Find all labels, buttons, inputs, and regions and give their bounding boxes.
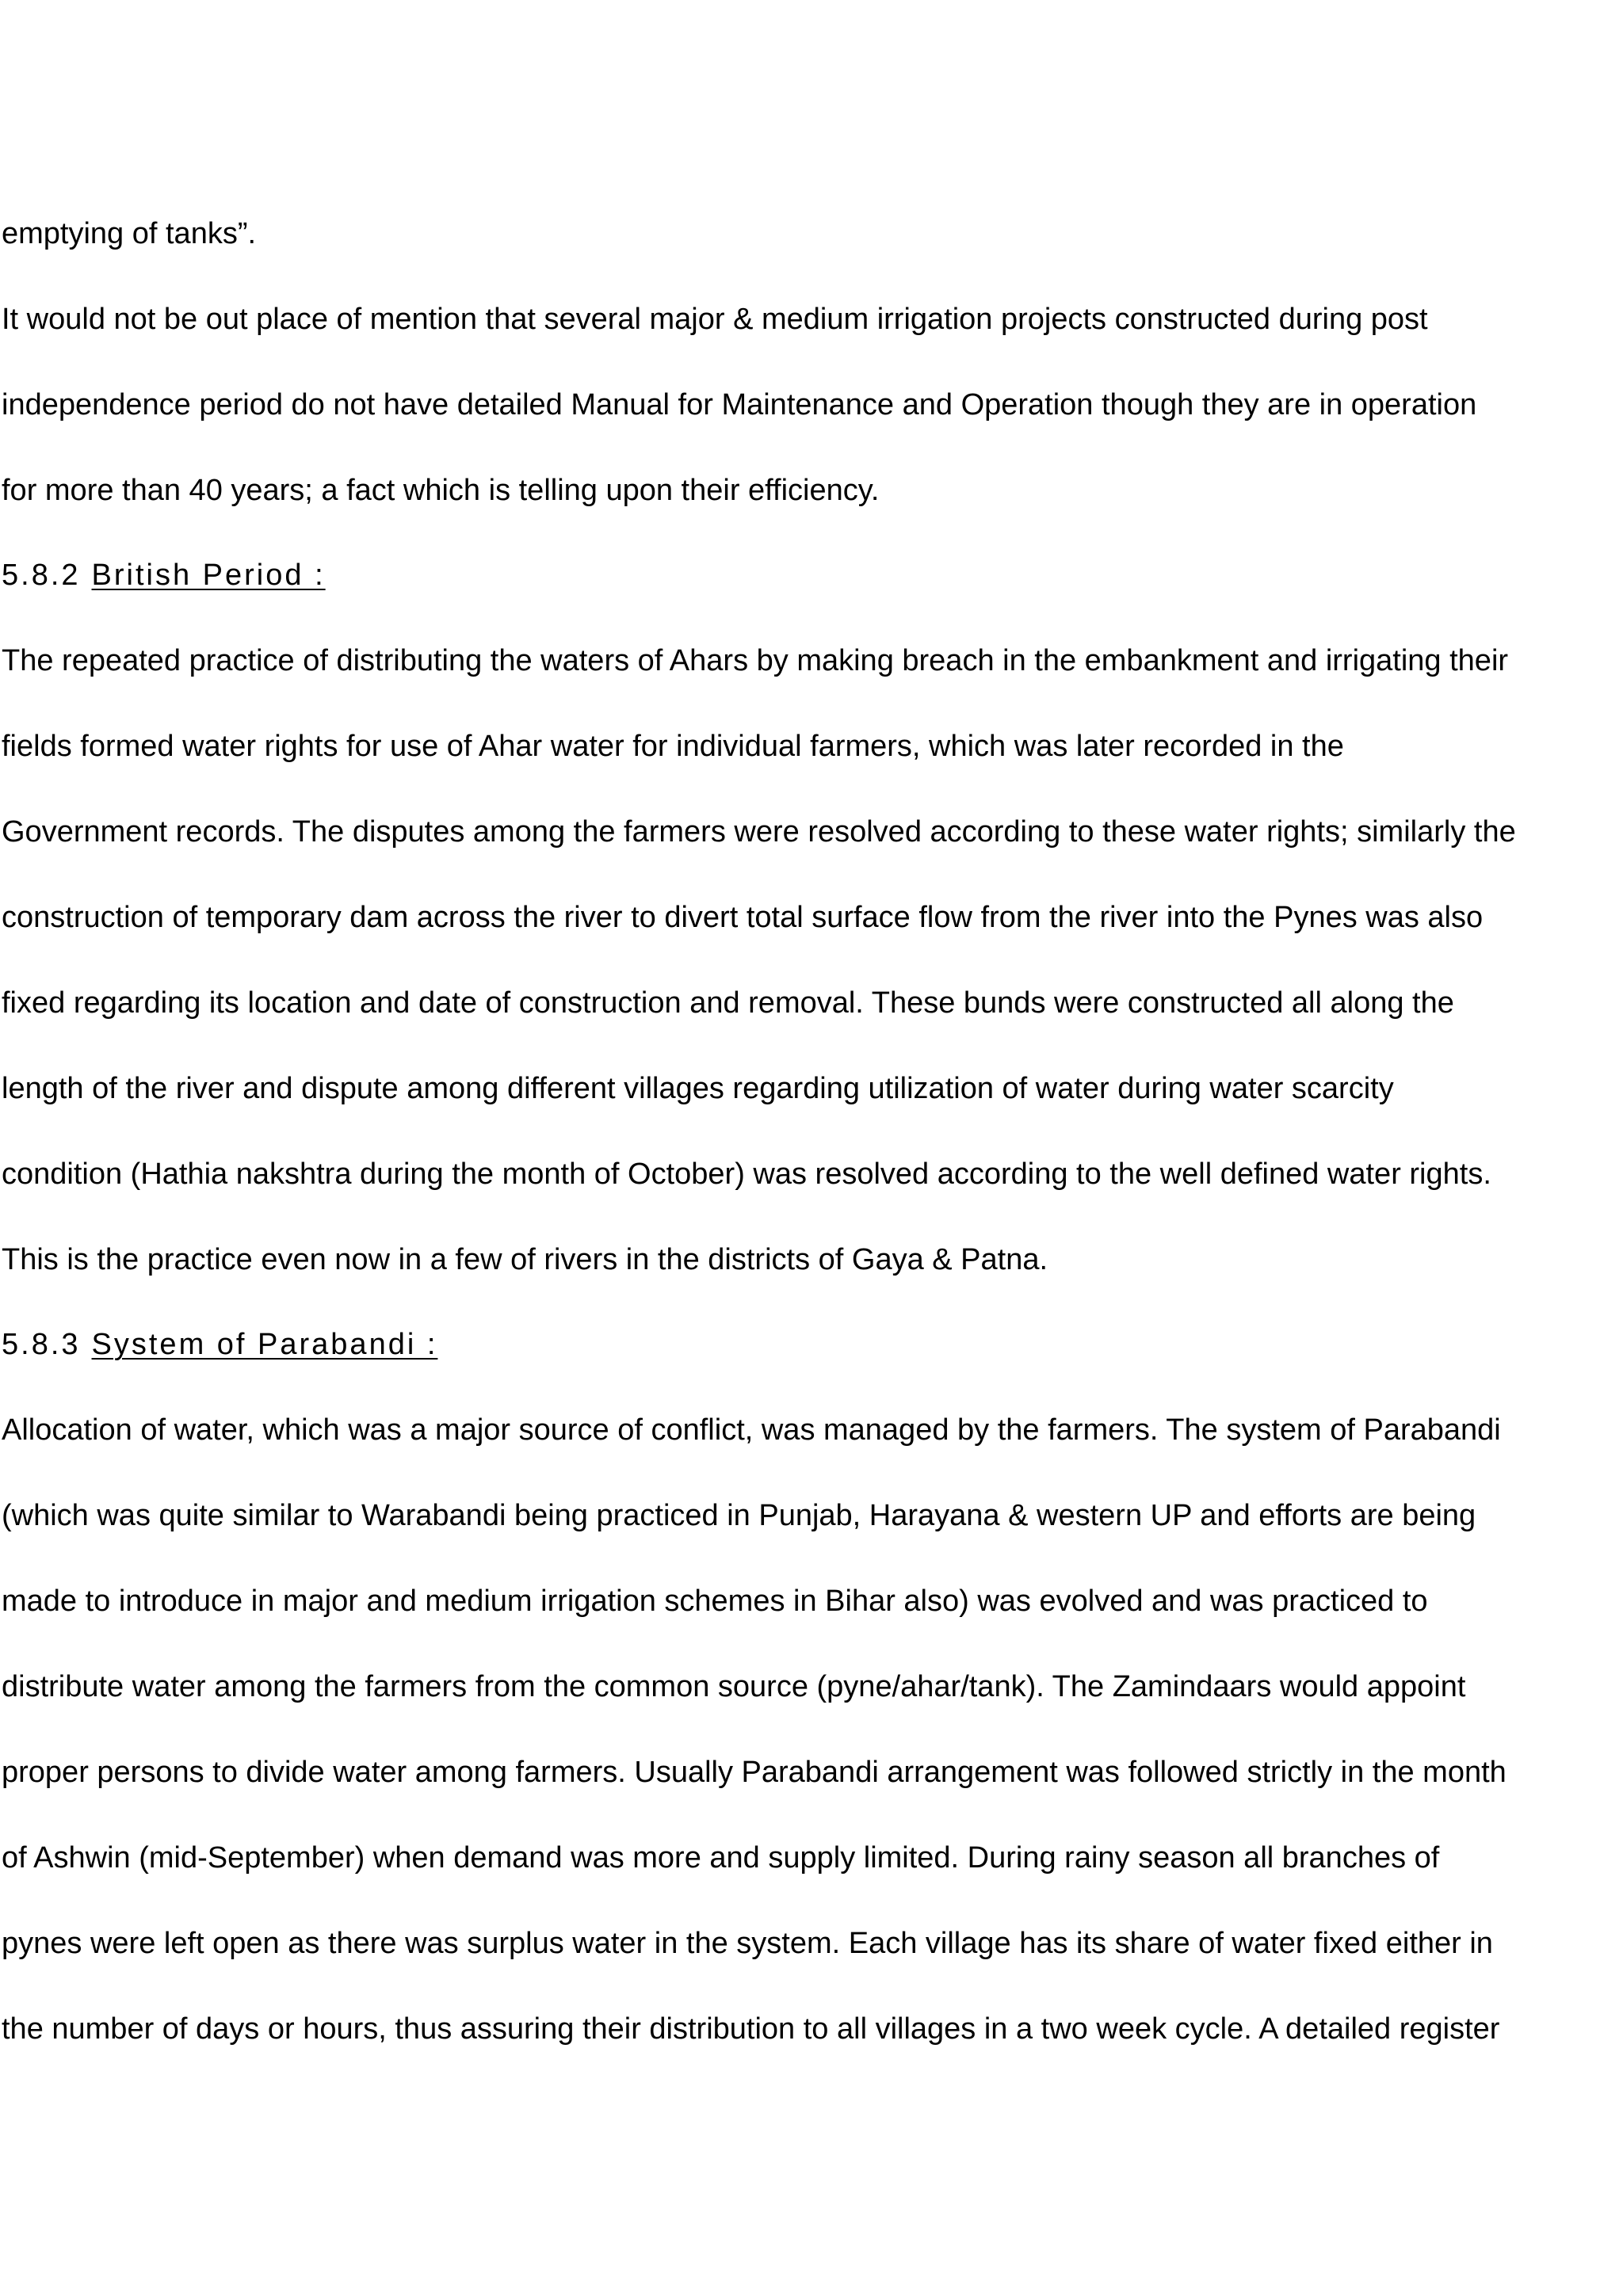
intro-line: for more than 40 years; a fact which is telling upon their efficiency.: [2, 474, 880, 507]
intro-line: It would not be out place of mention that several major & medium irrigation projects constructed during post: [2, 303, 1428, 336]
paragraph-line: the number of days or hours, thus assuring their distribution to all villages in a two week cycle. A detailed register: [2, 2012, 1500, 2046]
paragraph-line: fixed regarding its location and date of construction and removal. These bunds were constructed all along the: [2, 986, 1454, 1020]
section-heading-system-of-parabandi: [2, 1327, 437, 1362]
paragraph-line: construction of temporary dam across the river to divert total surface flow from the river into the Pynes was also: [2, 901, 1484, 934]
paragraph-line: (which was quite similar to Warabandi being practiced in Punjab, Harayana & western UP and efforts are being: [2, 1499, 1476, 1532]
section-number: 5.8.2: [2, 559, 81, 592]
paragraph-line: The repeated practice of distributing the waters of Ahars by making breach in the embankment and irrigating their: [2, 644, 1509, 677]
paragraph-line: distribute water among the farmers from the common source (pyne/ahar/tank). The Zamindaars would appoint: [2, 1670, 1466, 1703]
paragraph-line: of Ashwin (mid-September) when demand was more and supply limited. During rainy season all branches of: [2, 1841, 1440, 1875]
section-number: 5.8.3: [2, 1328, 81, 1361]
paragraph-line: fields formed water rights for use of Ahar water for individual farmers, which was later recorded in the: [2, 730, 1344, 763]
paragraph-line: This is the practice even now in a few of rivers in the districts of Gaya & Patna.: [2, 1243, 1048, 1276]
section-heading-british-period: [2, 558, 326, 593]
paragraph-line: pynes were left open as there was surplus water in the system. Each village has its share of water fixed either in: [2, 1927, 1493, 1960]
paragraph-line: length of the river and dispute among different villages regarding utilization of water during water scarcity: [2, 1072, 1394, 1105]
intro-line: independence period do not have detailed Manual for Maintenance and Operation though they are in operation: [2, 388, 1477, 421]
paragraph-line: proper persons to divide water among farmers. Usually Parabandi arrangement was followed strictly in the month: [2, 1756, 1507, 1789]
paragraph-line: Allocation of water, which was a major source of conflict, was managed by the farmers. The system of Parabandi: [2, 1413, 1501, 1447]
intro-line: emptying of tanks”.: [2, 217, 257, 250]
section-title: British Period :: [91, 559, 326, 592]
paragraph-line: Government records. The disputes among the farmers were resolved according to these water rights; similarly the: [2, 815, 1516, 849]
section-title: System of Parabandi :: [91, 1328, 438, 1361]
paragraph-line: condition (Hathia nakshtra during the month of October) was resolved according to the well defined water rights.: [2, 1158, 1491, 1191]
paragraph-line: made to introduce in major and medium irrigation schemes in Bihar also) was evolved and was practiced to: [2, 1585, 1428, 1618]
